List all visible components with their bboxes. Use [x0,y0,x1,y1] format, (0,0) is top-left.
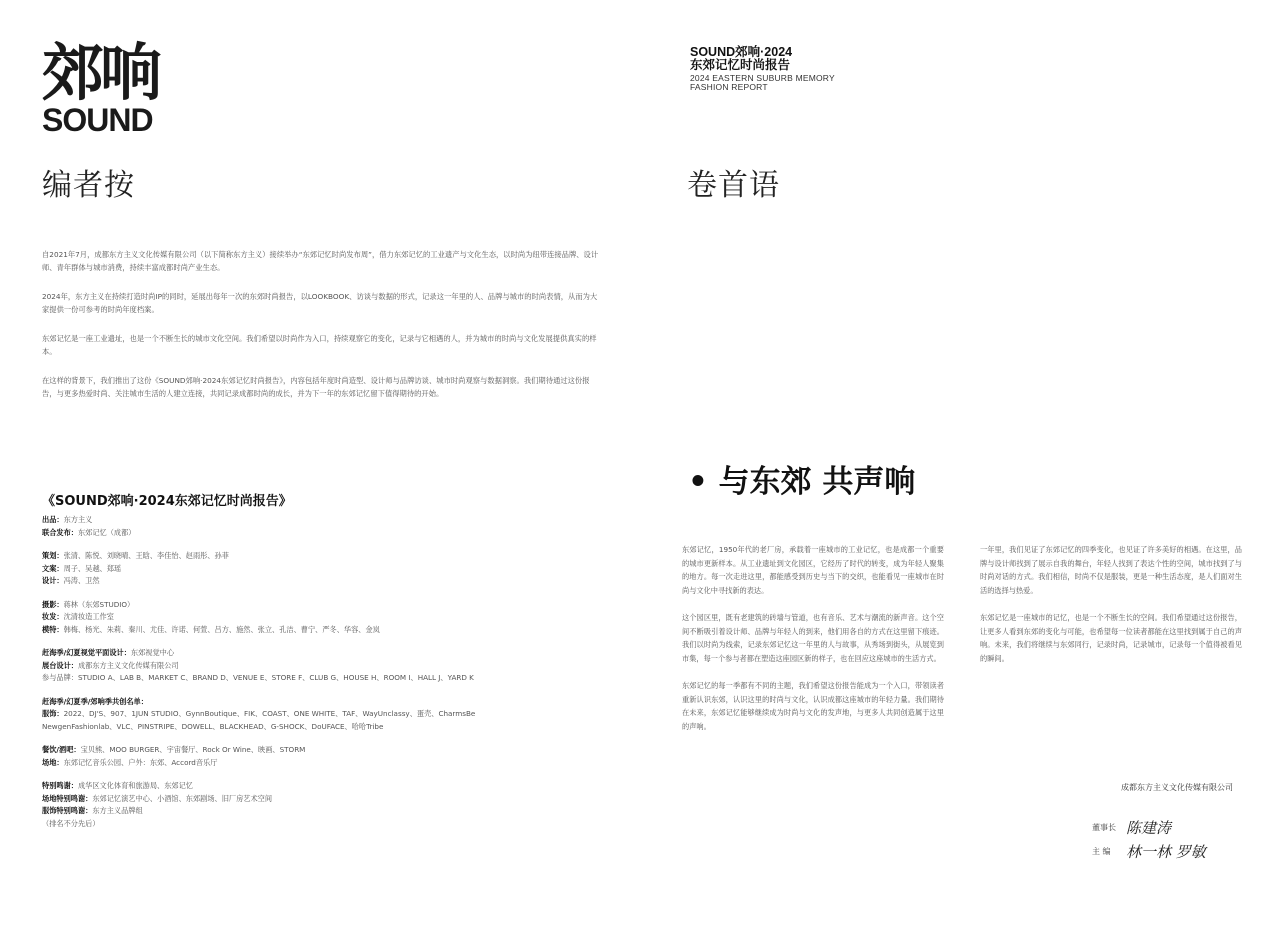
logo-chinese: 郊响 [42,36,159,109]
credit-text: 成都东方主义文化传媒有限公司 [77,660,179,670]
preface-title: • 与东郊 共声响 [688,464,916,500]
credit-text: 冯涛、卫然 [63,576,100,585]
credit-label: 服饰： [42,709,64,718]
credit-line [42,708,612,721]
intro-paragraph: 2024年，东方主义在持续打造时尚IP的同时，延展出每年一次的东郊时尚报告，以LOOKBOOK、访谈与数据的形式，记录这一年里的人、品牌与城市的时尚表情，从而为大家提供一份可参考的时尚年度档案。 [42,292,598,314]
credit-line [42,611,612,624]
credit-text: 成华区文化体育和旅游局、东郊记忆 [77,781,193,790]
credit-label: 场地特别鸣谢： [42,793,93,803]
credit-label: 赶海季/幻夏季/郊响季共创名单： [42,696,148,706]
preface-paragraph: 东郊记忆是一座城市的记忆，也是一个不断生长的空间。我们希望通过这份报告，让更多人看到东郊的变化与可能，也希望每一位读者都能在这里找到属于自己的声响。未来，我们将继续与东郊同行，记录时尚，记录城市，记录每一个值得被看见的瞬间。 [980,613,1242,663]
credit-text: 东方主义品牌组 [92,806,143,815]
credit-text: （排名不分先后） [42,818,100,828]
credit-line [42,514,612,527]
credit-text: 沈清妆造工作室 [63,612,114,621]
credit-line [42,805,612,818]
credit-group [42,599,612,637]
credit-group [42,744,612,769]
credit-line [42,575,612,588]
credit-text: NewgenFashionlab、VLC、PINSTRIPE、DOWELL、BLACKHEAD、G-SHOCK、DoUFACE、哈哈Tribe [42,721,384,731]
preface-paragraph: 一年里，我们见证了东郊记忆的四季变化，也见证了许多美好的相遇。在这里，品牌与设计师找到了展示自我的舞台，年轻人找到了表达个性的空间，城市找到了与时尚对话的方式。我们相信，时尚不仅是服装，更是一种生活态度，是人们面对生活的选择与热爱。 [980,545,1242,595]
credit-label: 策划： [42,551,64,560]
credit-line [42,672,612,685]
handwritten-signature: 林一林 罗敏 [1126,842,1206,861]
credit-label: 模特： [42,624,64,634]
credit-text: 东郊视觉中心 [130,648,175,657]
credit-line [42,660,612,673]
credit-group [42,696,612,734]
credit-label: 联合发布： [42,527,78,537]
masthead-english-1: 2024 EASTERN SUBURB MEMORY [690,73,835,83]
signature-role: 主 编 [1092,846,1111,856]
credit-label: 展台设计： [42,660,78,670]
preface-column-2 [980,543,1242,679]
credit-group [42,514,612,539]
intro-paragraph: 东郊记忆是一座工业遗址，也是一个不断生长的城市文化空间。我们希望以时尚作为入口，持续观察它的变化，记录与它相遇的人，并为城市的时尚与文化发展提供真实的样本。 [42,334,597,356]
credit-text: 宝贝熊、MOO BURGER、宇宙餐厅、Rock Or Wine、映画、STORM [80,745,306,754]
credit-line [42,721,612,734]
logo-english: SOUND [42,102,153,138]
credit-line [42,563,612,576]
signature-block [1092,782,1262,863]
credit-text: 韩梅、杨光、朱莉、秦川、尤佳、许诺、何萱、吕方、施然、张立、孔洁、曹宁、严冬、华容、金岚 [63,624,380,634]
handwritten-signature: 陈建涛 [1126,818,1172,837]
masthead-subtitle: 东郊记忆时尚报告 [690,58,791,72]
credit-group [42,780,612,830]
editor-note-heading: 编者按 [42,168,135,203]
credit-label: 文案： [42,563,64,573]
credit-line [42,744,612,757]
preface-paragraph: 这个园区里，既有老建筑的砖墙与管道，也有音乐、艺术与潮流的新声音。这个空间不断吸引着设计师、品牌与年轻人的到来，他们用各自的方式在这里留下痕迹。我们以时尚为线索，记录东郊记忆这一年里的人与故事，从秀场到街头，从展览到市集，每一个参与者都在塑造这座园区新的样子，也在回应这座城市的生活方式。 [682,613,944,663]
credit-line [42,780,612,793]
signature-row [1092,815,1262,839]
credit-line [42,624,612,637]
right-page [640,0,1280,925]
credit-label: 特别鸣谢： [42,781,78,790]
credit-line [42,527,612,540]
masthead [690,46,835,92]
report-title: 《SOUND郊响·2024东郊记忆时尚报告》 [42,494,292,509]
signature-row [1092,839,1262,863]
sound-logo [42,36,202,138]
company-name: 成都东方主义文化传媒有限公司 [1121,783,1233,792]
credit-line [42,696,612,709]
preface-paragraph: 东郊记忆，1950年代的老厂房，承载着一座城市的工业记忆，也是成都一个重要的城市更新样本。从工业遗址到文化园区，它经历了时代的转变，成为年轻人聚集的地方。每一次走进这里，都能感受到历史与当下的交织，也能看见一座城市在时尚与文化中寻找新的表达。 [682,545,944,595]
credit-line [42,818,612,831]
credit-label: 场地： [42,757,64,767]
intro-paragraph: 在这样的背景下，我们推出了这份《SOUND郊响·2024东郊记忆时尚报告》，内容包括年度时尚造型、设计师与品牌访谈、城市时尚观察与数据洞察。我们期待通过这份报告，与更多热爱时尚、关注城市生活的人建立连接，共同记录成都时尚的成长，并为下一年的东郊记忆留下值得期待的开始。 [42,376,590,398]
credit-text: 东郊记忆音乐公园、户外：东郊、Accord音乐厅 [63,757,218,767]
signature-role: 董事长 [1092,822,1116,832]
credit-label: 摄影： [42,599,64,609]
credit-text: 东郊记忆（成都） [77,527,136,537]
credit-line [42,793,612,806]
masthead-english-2: FASHION REPORT [690,82,768,92]
credit-text: 周子、吴越、郑瑶 [63,563,122,573]
credit-label: 设计： [42,576,64,585]
credit-text: 蒋林（东郊STUDIO） [63,599,135,609]
credit-line [42,599,612,612]
credit-text: 2022、DJ'S、907、1JUN STUDIO、GynnBoutique、FIK、COAST、ONE WHITE、TAF、WayUnclassy、蛋壳、CharmsBe [63,709,476,718]
credit-label: 赶海季/幻夏视觉平面设计： [42,648,131,657]
credit-group [42,647,612,685]
preface-heading: 卷首语 [687,168,780,203]
credit-label: 妆发： [42,612,64,621]
credit-line [42,757,612,770]
credit-label: 餐饮/酒吧： [42,745,81,754]
credit-text: 东方主义 [63,515,93,524]
credits-list [42,514,612,841]
preface-column-1 [682,543,944,747]
credit-line [42,647,612,660]
editor-note-body [42,248,602,416]
credit-text: 参与品牌：STUDIO A、LAB B、MARKET C、BRAND D、VENUE E、STORE F、CLUB G、HOUSE H、ROOM I、HALL J、YARD K [42,673,474,682]
credit-label: 服饰特别鸣谢： [42,806,93,815]
credit-line [42,550,612,563]
intro-paragraph: 自2021年7月，成都东方主义文化传媒有限公司（以下简称东方主义）接续举办“东郊记忆时尚发布周”，借力东郊记忆的工业遗产与文化生态，以时尚为纽带连接品牌、设计师、青年群体与城市消费，持续丰富成都时尚产业生态。 [42,250,599,272]
credit-group [42,550,612,588]
masthead-title: SOUND郊响·2024 [690,45,793,59]
credit-text: 东郊记忆演艺中心、小酒馆、东郊剧场、旧厂房艺术空间 [92,793,273,803]
credit-label: 出品： [42,515,64,524]
preface-paragraph: 东郊记忆的每一季都有不同的主题，我们希望这份报告能成为一个入口，带领读者重新认识东郊，认识这里的时尚与文化，认识成都这座城市的年轻力量。我们期待在未来，东郊记忆能够继续成为时尚与文化的发声地，与更多人共同创造属于这里的声响。 [682,681,944,731]
credit-text: 张清、陈悦、刘晓晴、王晗、李佳怡、赵雨彤、孙菲 [63,551,229,560]
